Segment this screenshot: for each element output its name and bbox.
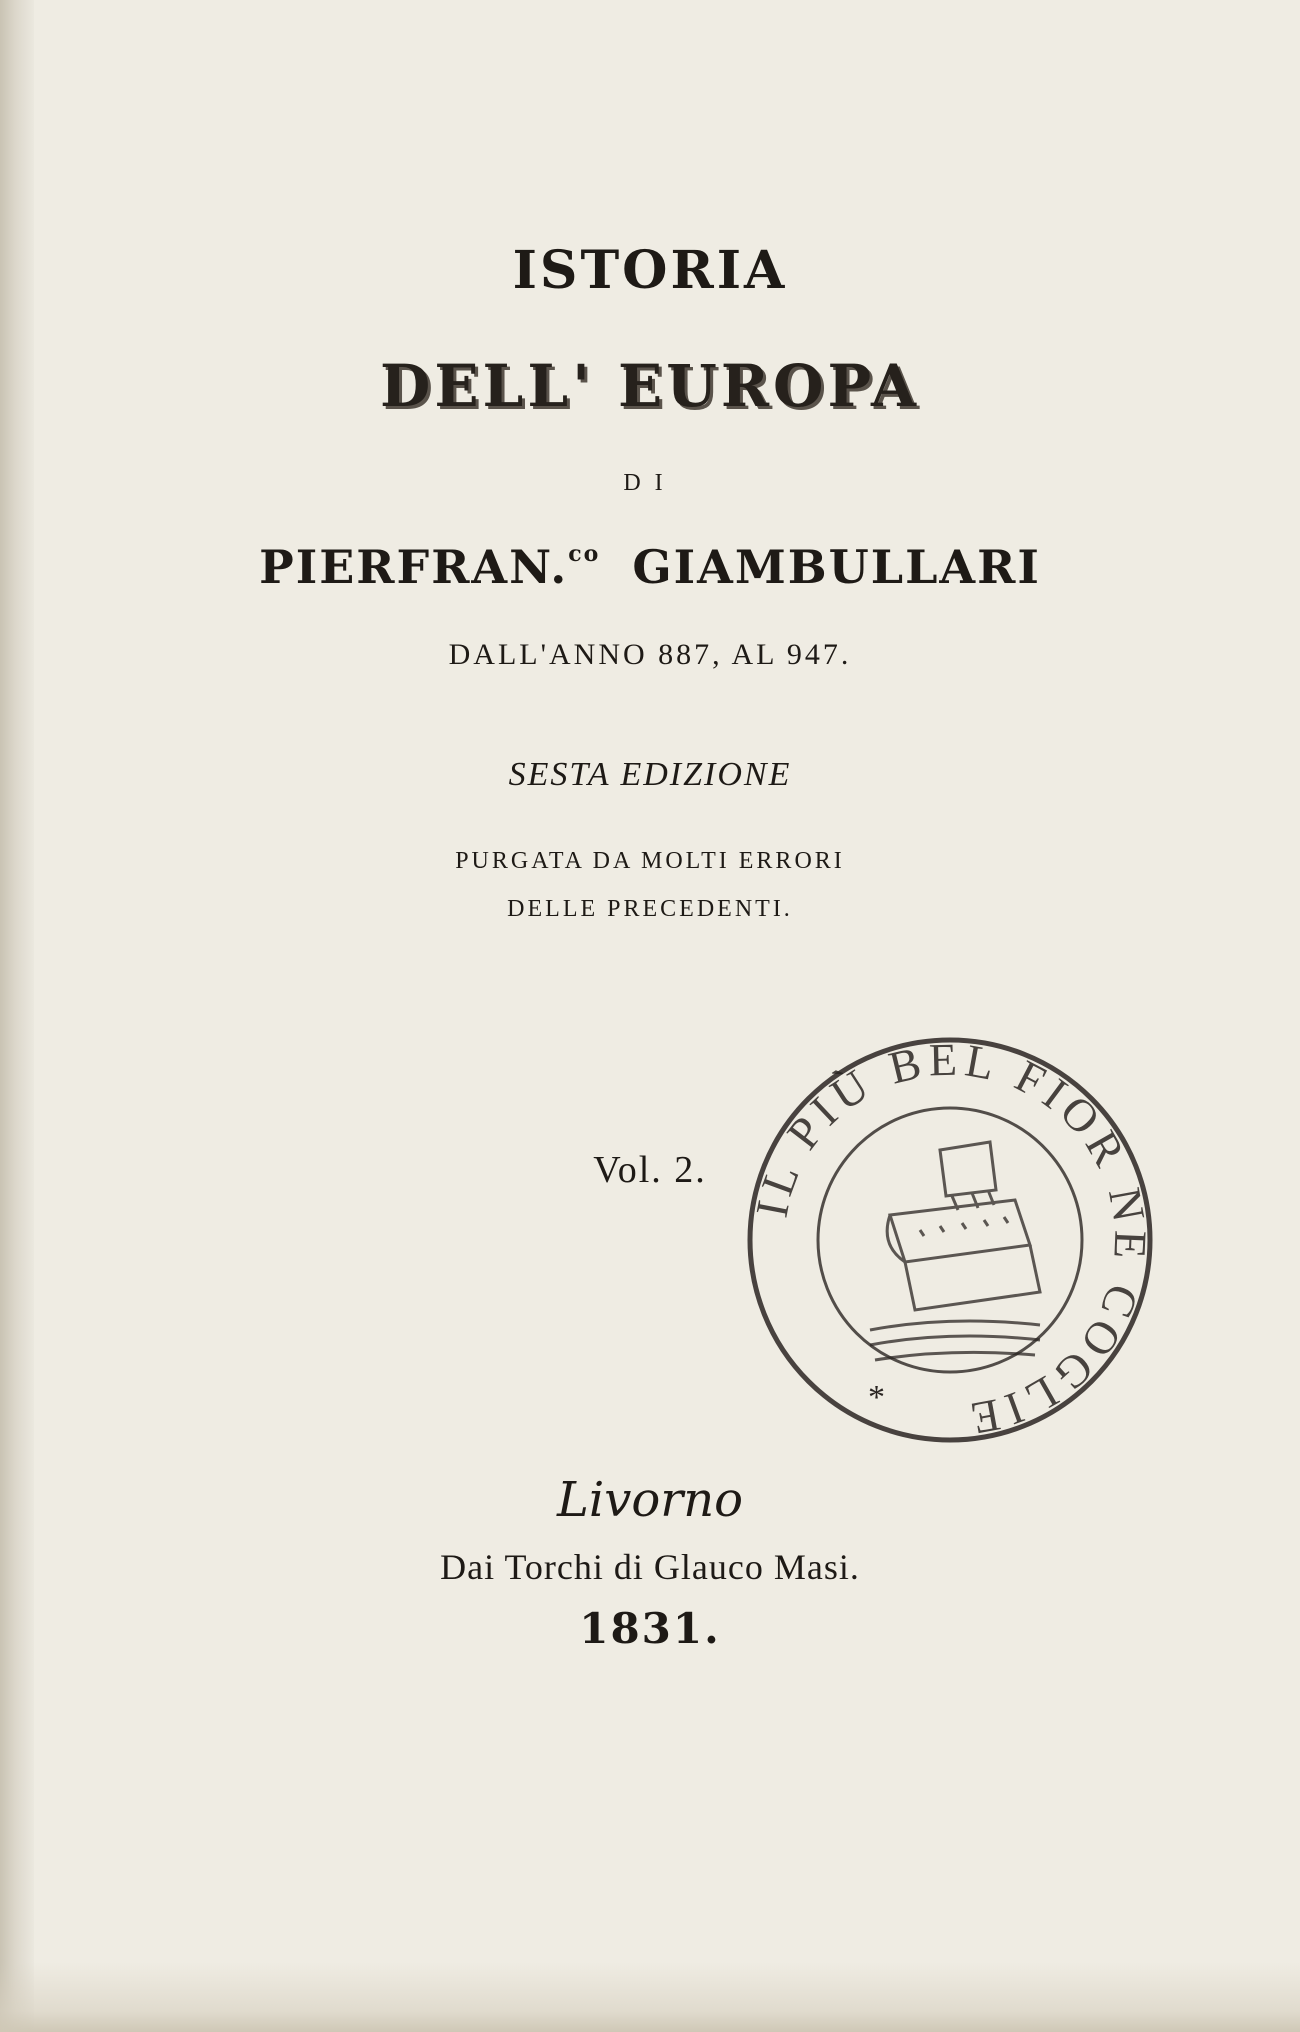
date-range: DALL'ANNO 887, AL 947.	[448, 638, 852, 671]
library-stamp	[740, 1030, 1160, 1450]
note-line-2: DELLE PRECEDENTI.	[507, 896, 793, 922]
stamp-motto	[746, 1034, 1157, 1446]
sieve-emblem-icon	[870, 1142, 1040, 1360]
note-line-1: PURGATA DA MOLTI ERRORI	[455, 848, 845, 874]
page-bottom-edge	[0, 1962, 1300, 2032]
title-line-2: DELL' EUROPA	[380, 352, 920, 420]
stamp-star: *	[868, 1379, 885, 1416]
by-line: DI	[623, 470, 677, 496]
year: 1831.	[579, 1604, 721, 1653]
edition: SESTA EDIZIONE	[508, 756, 792, 793]
author-first-name: PIERFRAN.	[259, 540, 569, 594]
author-line	[0, 540, 1300, 594]
printer: Dai Torchi di Glauco Masi.	[440, 1547, 860, 1587]
spine-shadow	[0, 0, 34, 2032]
volume-label: Vol. 2.	[593, 1149, 707, 1191]
author-surname: GIAMBULLARI	[632, 540, 1041, 594]
author-abbreviation: co	[568, 541, 601, 567]
stamp-motto-path: IL PIÙ BEL FIOR NE COGLIE	[745, 1033, 1157, 1446]
title-line-1: ISTORIA	[512, 240, 788, 301]
city: Livorno	[557, 1472, 743, 1528]
